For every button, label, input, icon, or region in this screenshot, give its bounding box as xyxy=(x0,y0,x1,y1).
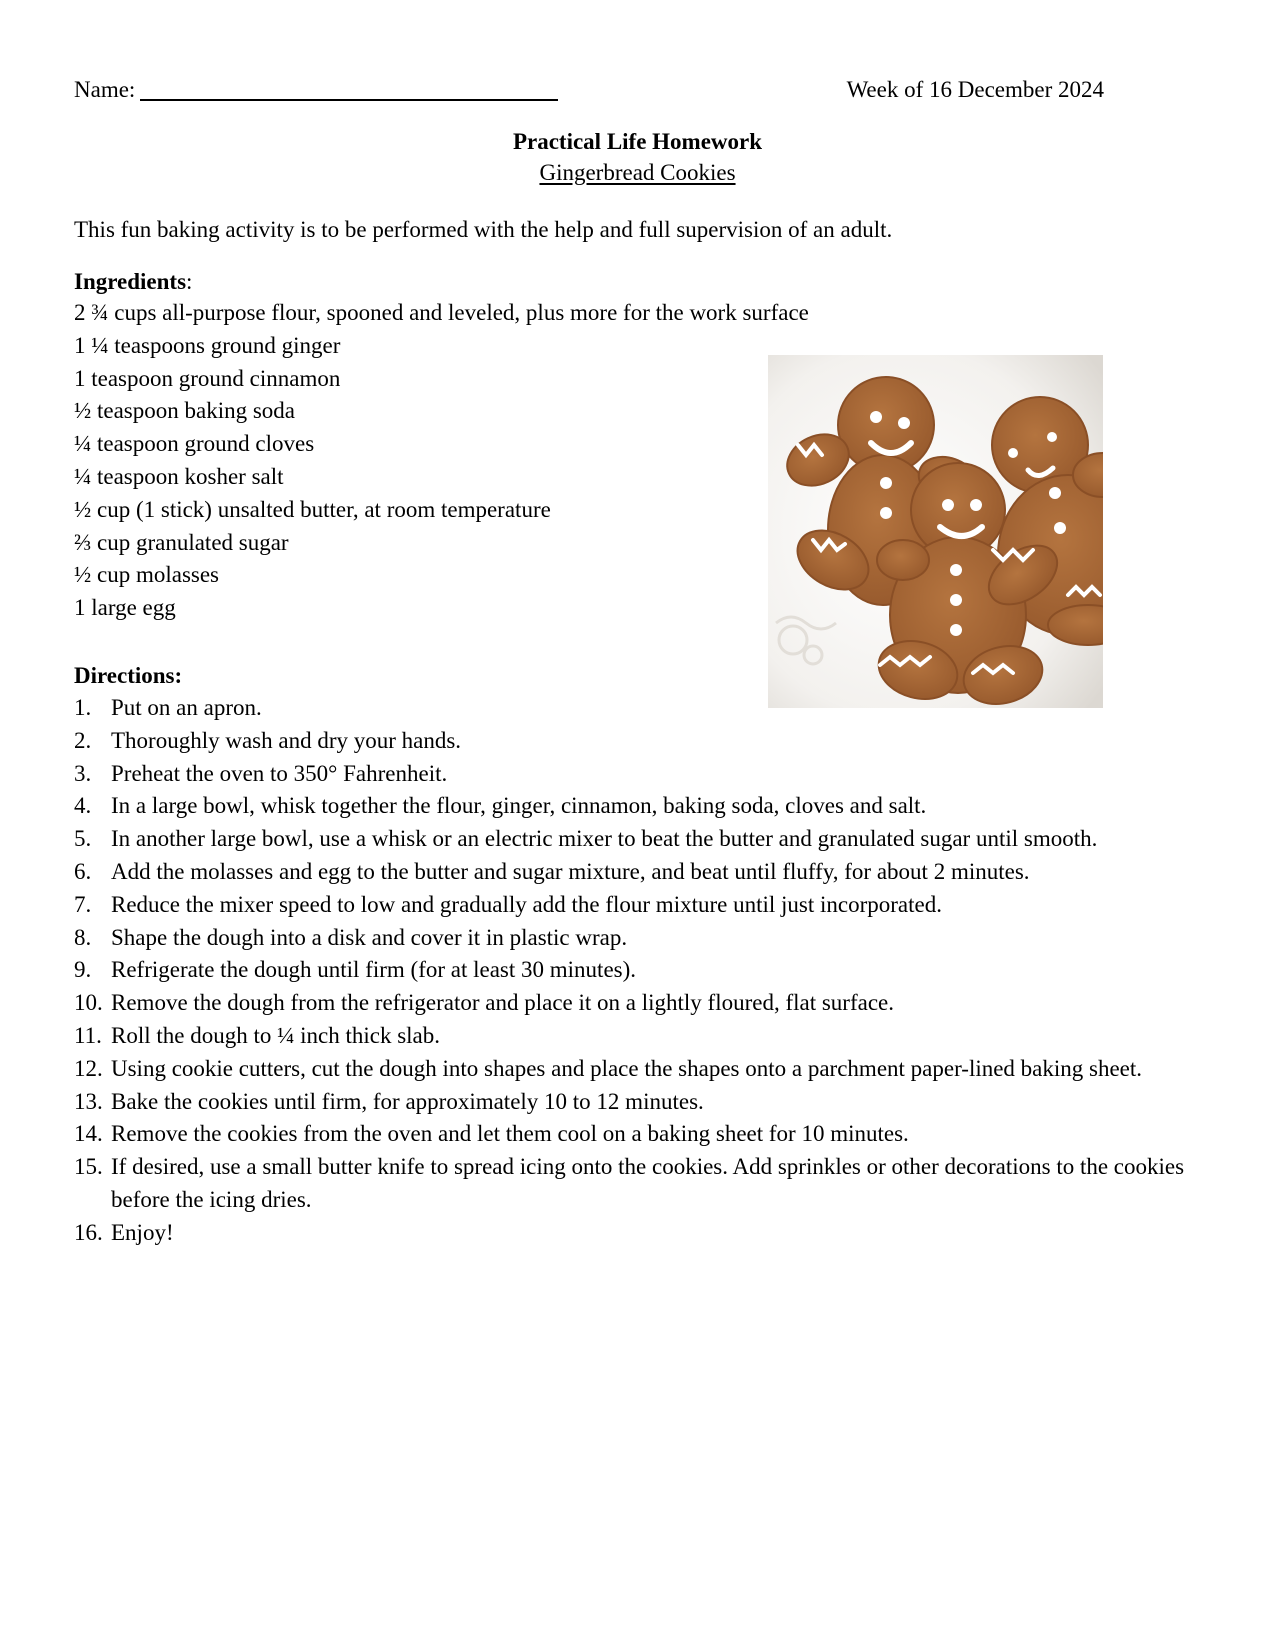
direction-number: 4. xyxy=(74,793,92,819)
ingredient-item: ⅔ cup granulated sugar xyxy=(74,529,289,555)
direction-item xyxy=(74,856,1234,889)
direction-text: Refrigerate the dough until firm (for at least 30 minutes). xyxy=(111,957,637,983)
direction-number: 6. xyxy=(74,858,92,884)
direction-text: Using cookie cutters, cut the dough into shapes and place the shapes onto a parchment paper-lined baking sheet. xyxy=(111,1055,1143,1081)
directions-list xyxy=(74,692,1234,1250)
direction-item xyxy=(74,922,1234,955)
page-title: Practical Life Homework xyxy=(512,129,763,154)
direction-number: 14. xyxy=(74,1121,103,1147)
intro-text: This fun baking activity is to be performed with the help and full supervision of an adult. xyxy=(74,217,893,242)
direction-number: 11. xyxy=(74,1022,102,1048)
direction-text: Remove the cookies from the oven and let them cool on a baking sheet for 10 minutes. xyxy=(111,1121,909,1147)
ingredients-heading-line xyxy=(74,266,974,297)
direction-item xyxy=(74,1217,1234,1250)
ingredient-item: ½ cup (1 stick) unsalted butter, at room temperature xyxy=(74,496,551,522)
direction-item xyxy=(74,1151,1234,1217)
ingredient-item: 1 teaspoon ground cinnamon xyxy=(74,365,341,391)
direction-text: Reduce the mixer speed to low and gradually add the flour mixture until just incorporated. xyxy=(111,891,942,917)
direction-item xyxy=(74,987,1234,1020)
direction-text: Preheat the oven to 350° Fahrenheit. xyxy=(111,760,448,786)
direction-number: 13. xyxy=(74,1088,103,1114)
direction-text: Enjoy! xyxy=(111,1219,174,1245)
direction-item xyxy=(74,692,1234,725)
direction-item xyxy=(74,823,1234,856)
direction-number: 15. xyxy=(74,1154,103,1180)
ingredient-item: 1 large egg xyxy=(74,595,176,621)
title-block xyxy=(0,127,1275,188)
direction-number: 2. xyxy=(74,727,92,753)
direction-number: 5. xyxy=(74,826,92,852)
ingredients-heading: Ingredients xyxy=(74,269,187,294)
direction-text: Put on an apron. xyxy=(111,695,262,720)
gingerbread-cookies-image xyxy=(768,355,1103,708)
direction-text: In a large bowl, whisk together the flour, ginger, cinnamon, baking soda, cloves and salt. xyxy=(111,793,927,819)
direction-item xyxy=(74,1086,1234,1119)
directions-section xyxy=(74,660,1234,1250)
ingredient-item: ½ cup molasses xyxy=(74,562,220,588)
direction-number: 12. xyxy=(74,1055,103,1081)
week-date: Week of 16 December 2024 xyxy=(846,77,1104,102)
direction-text: Bake the cookies until firm, for approximately 10 to 12 minutes. xyxy=(111,1088,704,1114)
direction-text: In another large bowl, use a whisk or an electric mixer to beat the butter and granulated sugar until smooth. xyxy=(111,826,1098,852)
gingerbread-cookies-photo xyxy=(768,355,1103,708)
direction-item xyxy=(74,1118,1234,1151)
direction-item xyxy=(74,1020,1234,1053)
direction-text: Roll the dough to ¼ inch thick slab. xyxy=(111,1022,440,1048)
ingredient-item: 2 ¾ cups all-purpose flour, spooned and leveled, plus more for the work surface xyxy=(74,300,809,325)
direction-item xyxy=(74,758,1234,791)
direction-text: Shape the dough into a disk and cover it in plastic wrap. xyxy=(111,924,628,950)
ingredient-item: 1 ¼ teaspoons ground ginger xyxy=(74,332,341,358)
ingredients-colon: : xyxy=(186,269,193,294)
direction-number: 8. xyxy=(74,924,92,950)
direction-number: 7. xyxy=(74,891,92,917)
direction-item xyxy=(74,725,1234,758)
direction-item xyxy=(74,1053,1234,1086)
ingredient-item: ¼ teaspoon ground cloves xyxy=(74,431,315,457)
direction-text: If desired, use a small butter knife to spread icing onto the cookies. Add sprinkles or other decorations to the cookies before the icing dries. xyxy=(111,1154,1185,1212)
name-label: Name: xyxy=(74,77,136,102)
direction-item xyxy=(74,790,1234,823)
ingredient-item: ½ teaspoon baking soda xyxy=(74,398,296,424)
name-blank-line[interactable] xyxy=(140,99,558,101)
direction-text: Add the molasses and egg to the butter and sugar mixture, and beat until fluffy, for about 2 minutes. xyxy=(111,858,1030,884)
ingredient-item: ¼ teaspoon kosher salt xyxy=(74,463,284,489)
direction-number: 16. xyxy=(74,1219,103,1245)
header-row xyxy=(74,74,1104,106)
direction-item xyxy=(74,889,1234,922)
direction-text: Remove the dough from the refrigerator and place it on a lightly floured, flat surface. xyxy=(111,990,894,1016)
direction-number: 9. xyxy=(74,957,92,983)
page-subtitle: Gingerbread Cookies xyxy=(539,160,736,185)
direction-number: 10. xyxy=(74,990,103,1016)
direction-text: Thoroughly wash and dry your hands. xyxy=(111,727,462,753)
directions-heading: Directions: xyxy=(74,663,183,688)
direction-number: 1. xyxy=(74,695,92,720)
direction-number: 3. xyxy=(74,760,92,786)
direction-item xyxy=(74,954,1234,987)
